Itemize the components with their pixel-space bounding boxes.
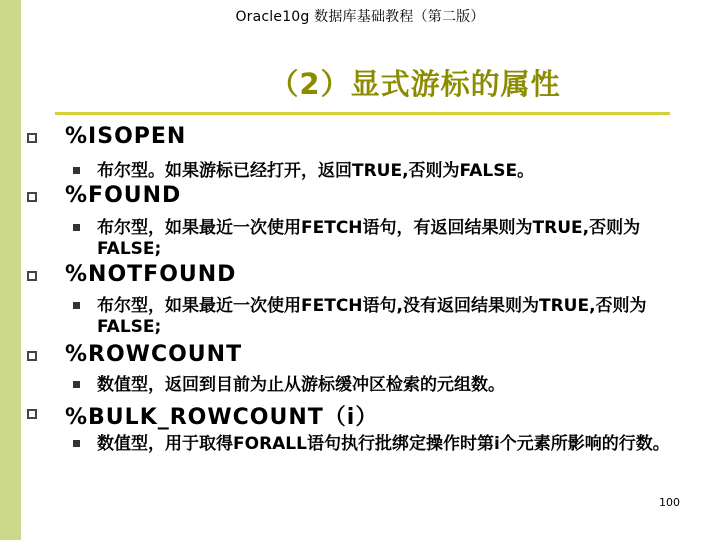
attribute-heading: %BULK_ROWCOUNT（i） (65, 405, 379, 430)
title-underline (55, 112, 670, 115)
square-bullet-icon (27, 133, 37, 143)
square-bullet-icon (27, 351, 37, 361)
square-bullet-icon (27, 409, 37, 419)
side-decoration-bar (0, 0, 21, 540)
attribute-description: 布尔型，如果最近一次使用FETCH语句,没有返回结果则为TRUE,否则为FALSE; (97, 296, 647, 337)
attribute-heading: %ISOPEN (65, 124, 187, 149)
attribute-description: 数值型，用于取得FORALL语句执行批绑定操作时第i个元素所影响的行数。 (97, 434, 670, 454)
square-bullet-icon (27, 271, 37, 281)
slide-header: Oracle10g 数据库基础教程（第二版） (235, 9, 485, 25)
square-sub-bullet-icon (73, 224, 80, 231)
square-bullet-icon (27, 192, 37, 202)
page-number: 100 (659, 496, 680, 509)
square-sub-bullet-icon (73, 302, 80, 309)
square-sub-bullet-icon (73, 440, 80, 447)
attribute-heading: %FOUND (65, 183, 182, 208)
attribute-description: 布尔型。如果游标已经打开，返回TRUE,否则为FALSE。 (97, 161, 535, 181)
attribute-heading: %ROWCOUNT (65, 342, 243, 367)
square-sub-bullet-icon (73, 167, 80, 174)
square-sub-bullet-icon (73, 381, 80, 388)
attribute-description: 数值型，返回到目前为止从游标缓冲区检索的元组数。 (97, 375, 505, 395)
attribute-description: 布尔型，如果最近一次使用FETCH语句，有返回结果则为TRUE,否则为FALSE; (97, 218, 641, 259)
slide-title: （2）显式游标的属性 (269, 67, 561, 101)
attribute-heading: %NOTFOUND (65, 262, 237, 287)
